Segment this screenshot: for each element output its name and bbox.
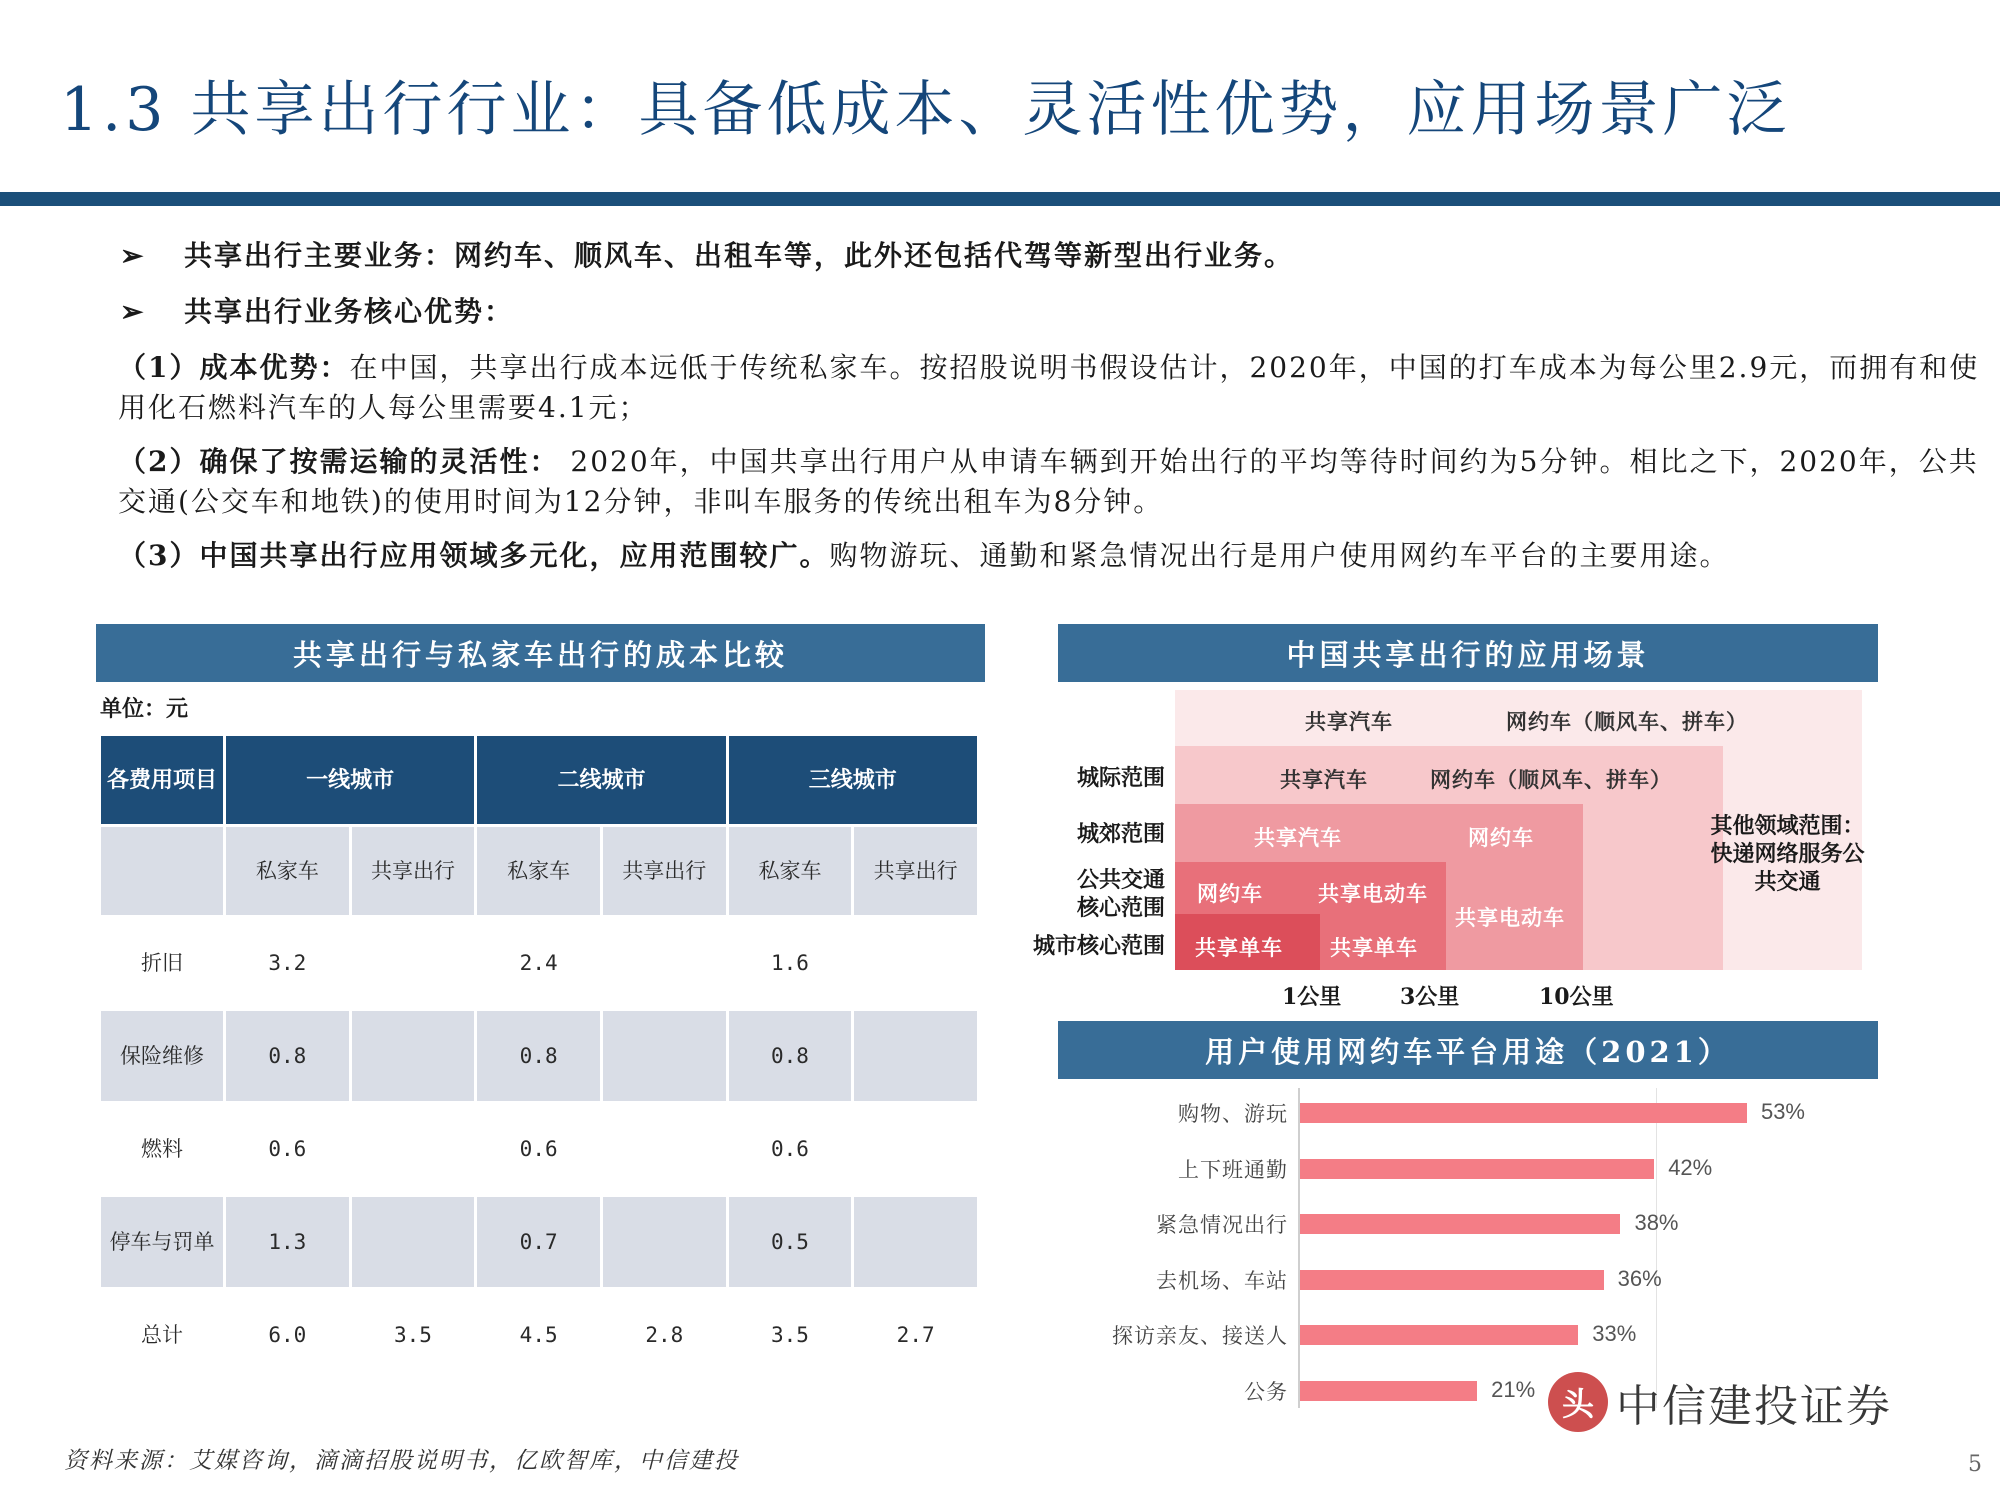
subheader-cell: 私家车 [477,827,600,915]
title-divider [0,192,2000,206]
scope-label-suburban: 城郊范围 [1076,821,1165,847]
chart-gridline [1656,1088,1657,1408]
table-cell: 0.6 [226,1104,349,1194]
watermark-text: 中信建投证券 [1616,1381,1892,1432]
bar-category-label: 购物、游玩 [1178,1102,1288,1126]
distance-label: 3公里 [1400,984,1460,1010]
table-cell [352,1011,475,1101]
bar-value-label: 53% [1760,1099,1805,1124]
zone-text: 共享汽车 [1280,767,1368,792]
scope-label-intercity: 城际范围 [1076,765,1165,791]
row-label: 燃料 [101,1104,223,1194]
advantage-heading: （1）成本优势： [118,351,350,384]
bar-category-label: 紧急情况出行 [1156,1213,1288,1237]
page-title: 1.3 共享出行行业：具备低成本、灵活性优势，应用场景广泛 [60,75,1791,145]
cost-table [98,733,980,1383]
bar-mark [1300,1159,1654,1179]
other-scope-label: 其他领域范围：快递网络服务公共交通 [1710,813,1865,895]
table-cell: 2.4 [477,918,600,1008]
zone-text: 共享汽车 [1305,709,1393,734]
table-cell: 0.6 [729,1104,852,1194]
table-cell: 2.8 [603,1290,726,1380]
zone-text: 共享汽车 [1254,825,1342,850]
arrow-bullet-icon: ➢ [120,239,146,272]
table-row [101,1290,977,1380]
table-cell: 1.6 [729,918,852,1008]
bar-category-label: 探访亲友、接送人 [1112,1324,1288,1348]
table-cell [854,1104,977,1194]
row-label: 总计 [101,1290,223,1380]
usage-chart-title: 用户使用网约车平台用途（2021） [1058,1021,1878,1079]
summary-section [120,236,1980,590]
table-row [101,1011,977,1101]
row-label: 保险维修 [101,1011,223,1101]
advantage-paragraph [118,536,1980,576]
watermark-logo-icon: 头 [1548,1372,1608,1432]
advantage-paragraph [118,442,1980,522]
table-cell [603,1104,726,1194]
advantage-heading: （3）中国共享出行应用领域多元化，应用范围较广。 [118,539,830,572]
advantage-heading: （2）确保了按需运输的灵活性： [118,445,560,478]
scenario-title: 中国共享出行的应用场景 [1058,624,1878,682]
table-cell [854,1011,977,1101]
zone-text: 网约车 [1468,825,1534,850]
source-note: 资料来源：艾媒咨询，滴滴招股说明书，亿欧智库，中信建投 [64,1448,739,1474]
zone-text: 共享电动车 [1455,905,1565,930]
zone-text: 网约车 [1197,881,1263,906]
table-row [101,1104,977,1194]
subheader-cell: 私家车 [226,827,349,915]
subheader-cell: 共享出行 [603,827,726,915]
table-cell: 0.5 [729,1197,852,1287]
bar-mark [1300,1325,1578,1345]
distance-label: 10公里 [1539,984,1614,1010]
table-row [101,918,977,1008]
table-cell: 3.5 [729,1290,852,1380]
zone-text: 共享单车 [1195,935,1283,960]
arrow-bullet-icon: ➢ [120,295,146,328]
chart-axis-line [1298,1088,1300,1408]
bar-value-label: 36% [1617,1265,1662,1291]
bar-category-label: 去机场、车站 [1156,1268,1288,1293]
bar-mark [1300,1270,1604,1290]
table-cell [603,1197,726,1287]
table-cell [603,1011,726,1101]
table-cell [603,918,726,1008]
table-cell [854,1197,977,1287]
advantage-paragraph [118,348,1980,428]
scope-label-city-core: 城市核心范围 [1032,933,1165,959]
unit-label: 单位：元 [100,696,189,722]
zone-text: 网约车（顺风车、拼车） [1430,767,1672,792]
bar-value-label: 38% [1634,1210,1679,1235]
bar-mark [1300,1103,1747,1123]
table-cell: 0.6 [477,1104,600,1194]
bar-value-label: 42% [1668,1154,1713,1180]
table-cell: 0.8 [477,1011,600,1101]
table-cell: 3.5 [352,1290,475,1380]
advantage-text: 在中国，共享出行成本远低于传统私家车。按招股说明书假设估计，2020年，中国的打车成本为每公里2.9元，而拥有和使用化石燃料汽车的人每公里需要4.1元； [118,351,1980,424]
watermark [1548,1370,1892,1434]
distance-label: 1公里 [1282,984,1342,1010]
table-cell [352,918,475,1008]
table-cell: 3.2 [226,918,349,1008]
bar-category-label: 公务 [1244,1379,1288,1404]
table-cell: 4.5 [477,1290,600,1380]
header-item-cell: 各费用项目 [101,736,223,824]
subheader-empty [101,827,223,915]
cost-table-title: 共享出行与私家车出行的成本比较 [96,624,985,682]
table-cell [854,918,977,1008]
bar-value-label: 21% [1491,1376,1536,1402]
row-label: 停车与罚单 [101,1197,223,1287]
bullet-text: 共享出行主要业务：网约车、顺风车、出租车等，此外还包括代驾等新型出行业务。 [184,239,1295,272]
header-city-2: 二线城市 [477,736,725,824]
subheader-cell: 共享出行 [854,827,977,915]
advantage-text: 2020年，中国共享出行用户从申请车辆到开始出行的平均等待时间约为5分钟。相比之下，2020年，公共交通(公交车和地铁)的使用时间为12分钟，非叫车服务的传统出租车为8分钟。 [118,445,1979,518]
header-city-3: 三线城市 [729,736,977,824]
bar-value-label: 33% [1592,1321,1637,1346]
table-cell: 6.0 [226,1290,349,1380]
scope-label-transit: 公共交通核心范围 [1076,867,1165,921]
subheader-cell: 共享出行 [352,827,475,915]
bar-mark [1300,1214,1620,1234]
bar-mark [1300,1381,1477,1401]
bullet-item [120,292,1980,332]
bullet-text: 共享出行业务核心优势： [184,295,515,328]
header-city-1: 一线城市 [226,736,474,824]
table-row [101,1197,977,1287]
subheader-cell: 私家车 [729,827,852,915]
table-cell [352,1104,475,1194]
zone-text: 共享电动车 [1318,881,1428,906]
table-cell: 0.7 [477,1197,600,1287]
bullet-item [120,236,1980,276]
table-cell: 2.7 [854,1290,977,1380]
row-label: 折旧 [101,918,223,1008]
bar-category-label: 上下班通勤 [1178,1157,1288,1182]
table-cell: 0.8 [226,1011,349,1101]
table-cell [352,1197,475,1287]
table-cell: 0.8 [729,1011,852,1101]
zone-text: 网约车（顺风车、拼车） [1506,709,1748,734]
advantage-text: 购物游玩、通勤和紧急情况出行是用户使用网约车平台的主要用途。 [829,539,1730,572]
page-number: 5 [1968,1452,1982,1477]
table-cell: 1.3 [226,1197,349,1287]
zone-text: 共享单车 [1330,935,1418,960]
